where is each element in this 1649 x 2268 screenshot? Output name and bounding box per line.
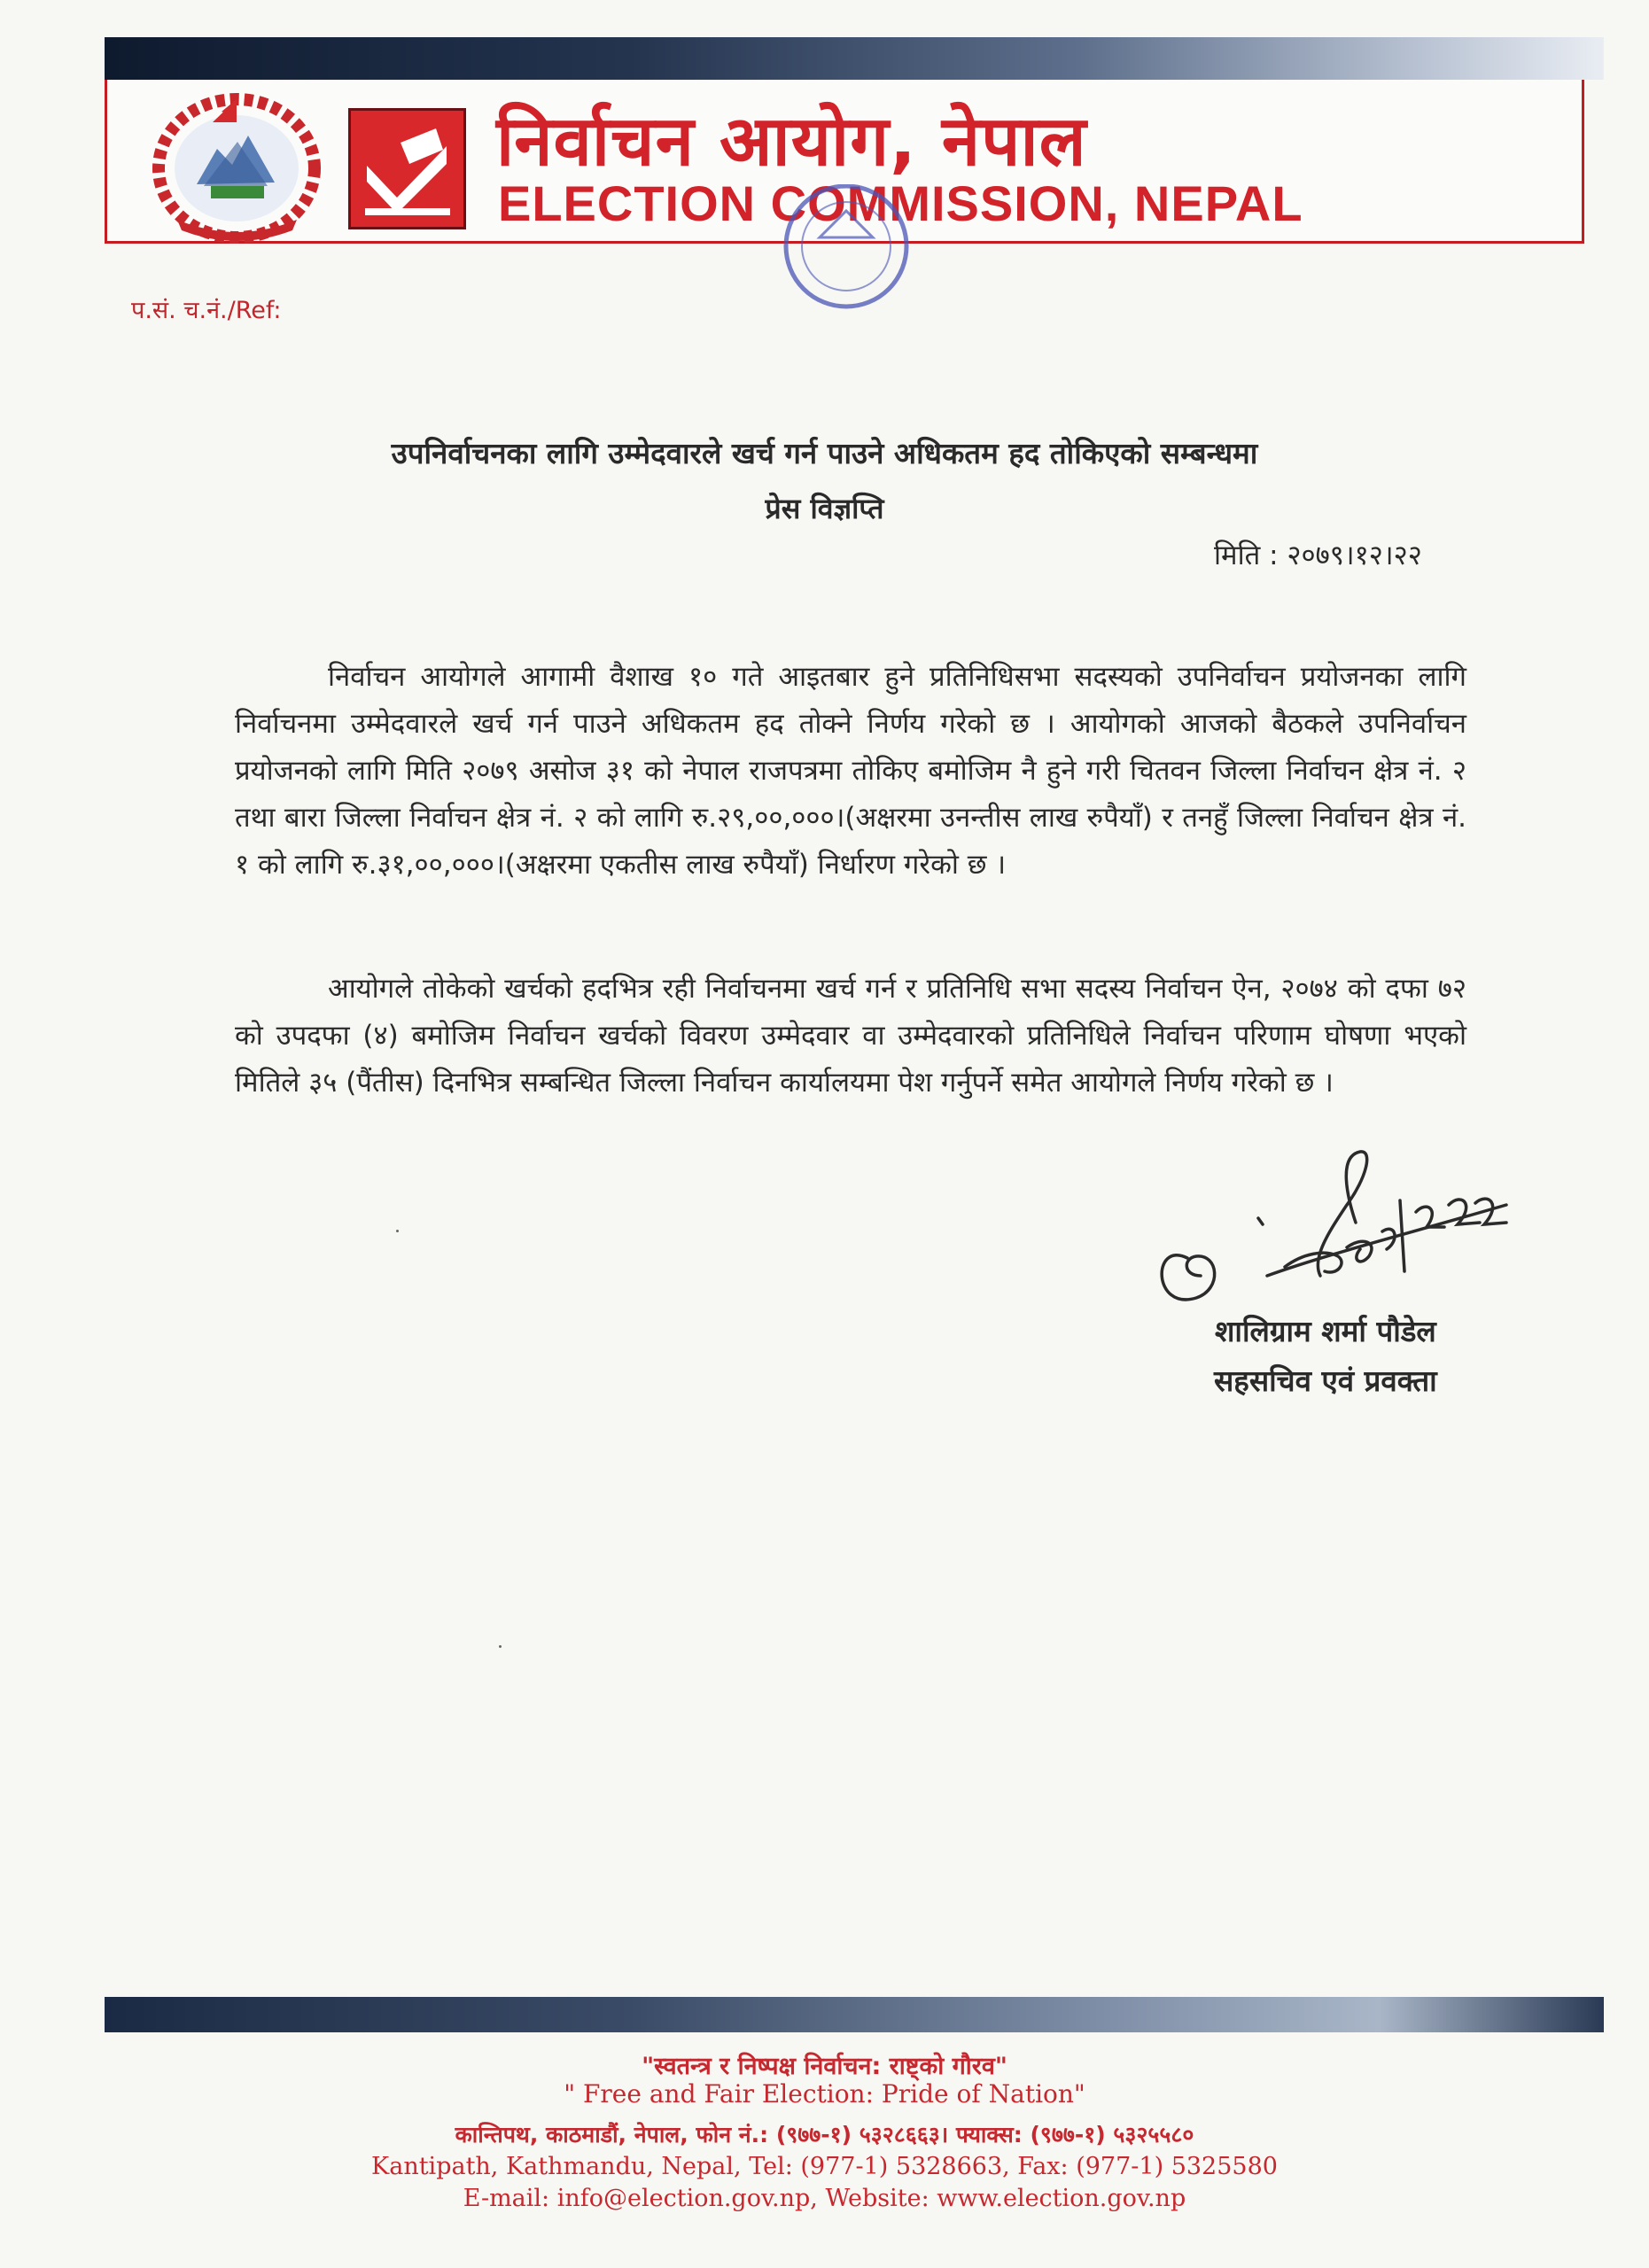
ballot-box-icon [348,108,466,229]
commission-title-np: निर्वाचन आयोग, नेपाल [496,102,1087,182]
official-stamp-icon [735,184,957,361]
motto-np: "स्वतन्त्र र निष्पक्ष निर्वाचन: राष्ट्को गौरव" [642,2053,1007,2080]
handwritten-signature [1134,1143,1533,1324]
notice-paragraph-1: निर्वाचन आयोगले आगामी वैशाख १० गते आइतबार हुने प्रतिनिधिसभा सदस्यको उपनिर्वाचन प्रयोजनका लागि निर्वाचनमा उम्मेदवारले खर्च गर्न पाउने अधिकतम हद तोक्ने निर्णय गरेको छ । आयोगको आजको बैठकले उपनिर्वाचन प्रयोजनको लागि मिति २०७९ असोज ३१ को नेपाल राजपत्रमा तोकिए बमोजिम नै हुने गरी चितवन जिल्ला निर्वाचन क्षेत्र नं. २ तथा बारा जिल्ला निर्वाचन क्षेत्र नं. २ को लागि रु.२९,००,०००।(अक्षरमा उनन्तीस लाख रुपैयाँ) र तनहुँ जिल्ला निर्वाचन क्षेत्र नं. १ को लागि रु.३१,००,०००।(अक्षरमा एकतीस लाख रुपैयाँ) निर्धारण गरेको छ । [235,661,1466,881]
motto-en: " Free and Fair Election: Pride of Nation" [564,2079,1085,2109]
signer-name: शालिग्राम शर्मा पौडेल [1214,1314,1436,1348]
notice-subject: उपनिर्वाचनका लागि उम्मेदवारले खर्च गर्न पाउने अधिकतम हद तोकिएको सम्बन्धमा [391,436,1258,470]
notice-date: मिति : २०७९।१२।२२ [1214,540,1422,571]
signer-title: सहसचिव एवं प्रवक्ता [1214,1363,1437,1398]
signatory-block [1214,1307,1437,1406]
scan-speck [396,1230,399,1232]
address-np: कान्तिपथ, काठमाडौं, नेपाल, फोन नं.: (९७७-१) ५३२८६६३। फ्याक्स: (९७७-१) ५३२५५८० [455,2122,1194,2148]
address-en: Kantipath, Kathmandu, Nepal, Tel: (977-1) 5328663, Fax: (977-1) 5325580 [371,2153,1278,2180]
nepal-emblem-icon [151,87,323,245]
footer-band [105,1997,1604,2032]
reference-label: प.सं. च.नं./Ref: [131,297,282,324]
contact-info: E-mail: info@election.gov.np, Website: www.election.gov.np [463,2185,1186,2212]
notice-paragraph-2: आयोगले तोकेको खर्चको हदभित्र रही निर्वाचनमा खर्च गर्न र प्रतिनिधि सभा सदस्य निर्वाचन ऐन, २०७४ को दफा ७२ को उपदफा (४) बमोजिम निर्वाचन खर्चको विवरण उम्मेदवार वा उम्मेदवारको प्रतिनिधिले निर्वाचन परिणाम घोषणा भएको मितिले ३५ (पैंतीस) दिनभित्र सम्बन्धित जिल्ला निर्वाचन कार्यालयमा पेश गर्नुपर्ने समेत आयोगले निर्णय गरेको छ । [235,973,1466,1099]
header-band [105,37,1604,80]
scan-speck [499,1645,502,1648]
press-release-heading: प्रेस विज्ञप्ति [765,492,884,525]
commission-title-en: ELECTION COMMISSION, NEPAL [498,175,1303,231]
